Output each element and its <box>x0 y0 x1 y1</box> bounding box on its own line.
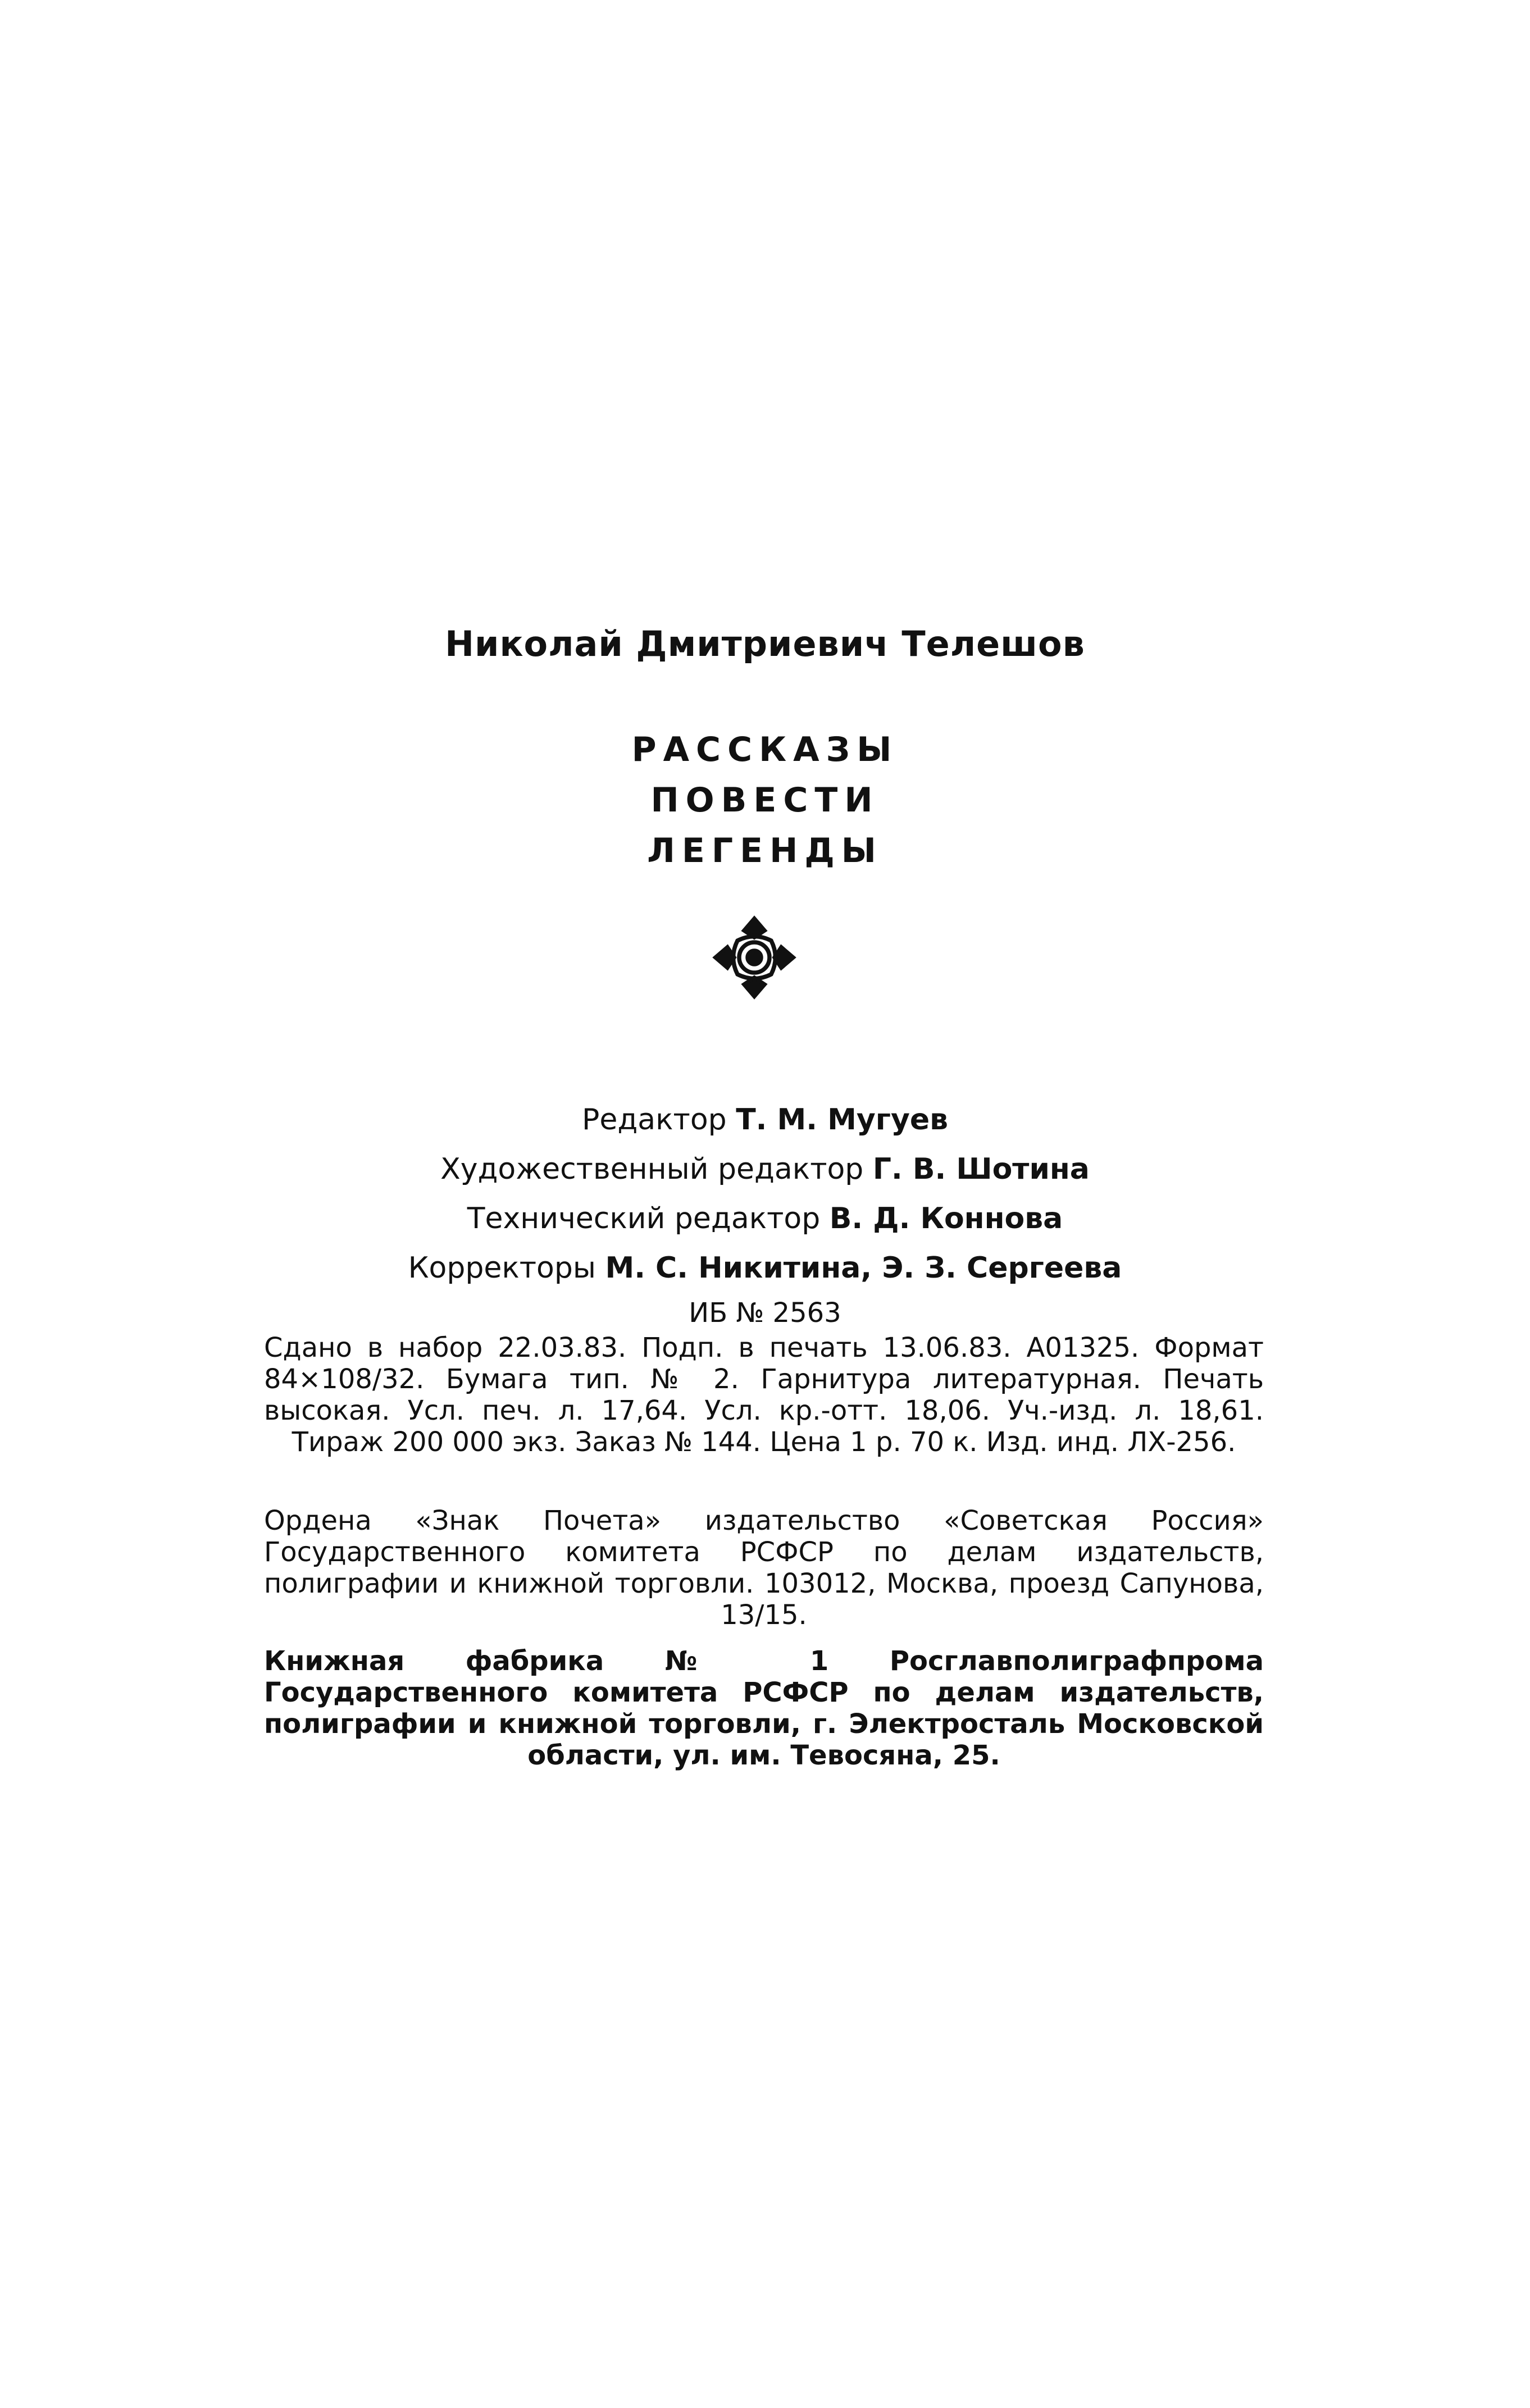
credit-editor <box>0 1095 1530 1144</box>
print-details <box>264 1332 1264 1458</box>
title-stories: РАССКАЗЫ <box>631 730 899 769</box>
publisher-text: Ордена «Знак Почета» издательство «Советская Россия» Государственного комитета РСФСР по делам издательств, полиграфии и книжной торговли. 103012, Москва, проезд Сапунова, 13/15. <box>264 1505 1264 1631</box>
title-legends: ЛЕГЕНДЫ <box>647 831 883 870</box>
print-details-text: Сдано в набор 22.03.83. Подп. в печать 13.06.83. А01325. Формат 84×108/32. Бумага тип. № 2. Гарнитура литературная. Печать высокая. Усл. печ. л. 17,64. Усл. кр.-отт. 18,06. Уч.-изд. л. 18,61. Тираж 200 000 экз. Заказ № 144. Цена 1 р. 70 к. Изд. инд. ЛХ-256. <box>264 1332 1264 1458</box>
credit-person: В. Д. Коннова <box>829 1202 1063 1235</box>
credit-tech-editor <box>0 1194 1530 1243</box>
credits-block <box>0 1095 1530 1293</box>
credit-person: М. С. Никитина, Э. З. Сергеева <box>605 1251 1122 1285</box>
book-titles <box>0 724 1530 876</box>
author-name: Николай Дмитриевич Телешов <box>445 623 1085 664</box>
credit-role: Художественный редактор <box>440 1152 864 1186</box>
title-novellas: ПОВЕСТИ <box>650 781 880 820</box>
ib-number: ИБ № 2563 <box>689 1297 841 1329</box>
printer-info <box>264 1645 1264 1771</box>
publisher-info <box>264 1505 1264 1631</box>
credit-person: Г. В. Шотина <box>872 1152 1090 1186</box>
credit-person: Т. М. Мугуев <box>736 1103 949 1137</box>
credit-role: Редактор <box>581 1103 727 1137</box>
credit-role: Корректоры <box>408 1251 596 1285</box>
floral-ornament-icon <box>712 915 796 1000</box>
credit-role: Технический редактор <box>467 1202 821 1235</box>
credit-proofreaders <box>0 1243 1530 1293</box>
credit-art-editor <box>0 1144 1530 1194</box>
printer-text: Книжная фабрика № 1 Росглавполиграфпрома Государственного комитета РСФСР по делам издательств, полиграфии и книжной торговли, г. Электросталь Московской области, ул. им. Тевосяна, 25. <box>264 1645 1264 1771</box>
